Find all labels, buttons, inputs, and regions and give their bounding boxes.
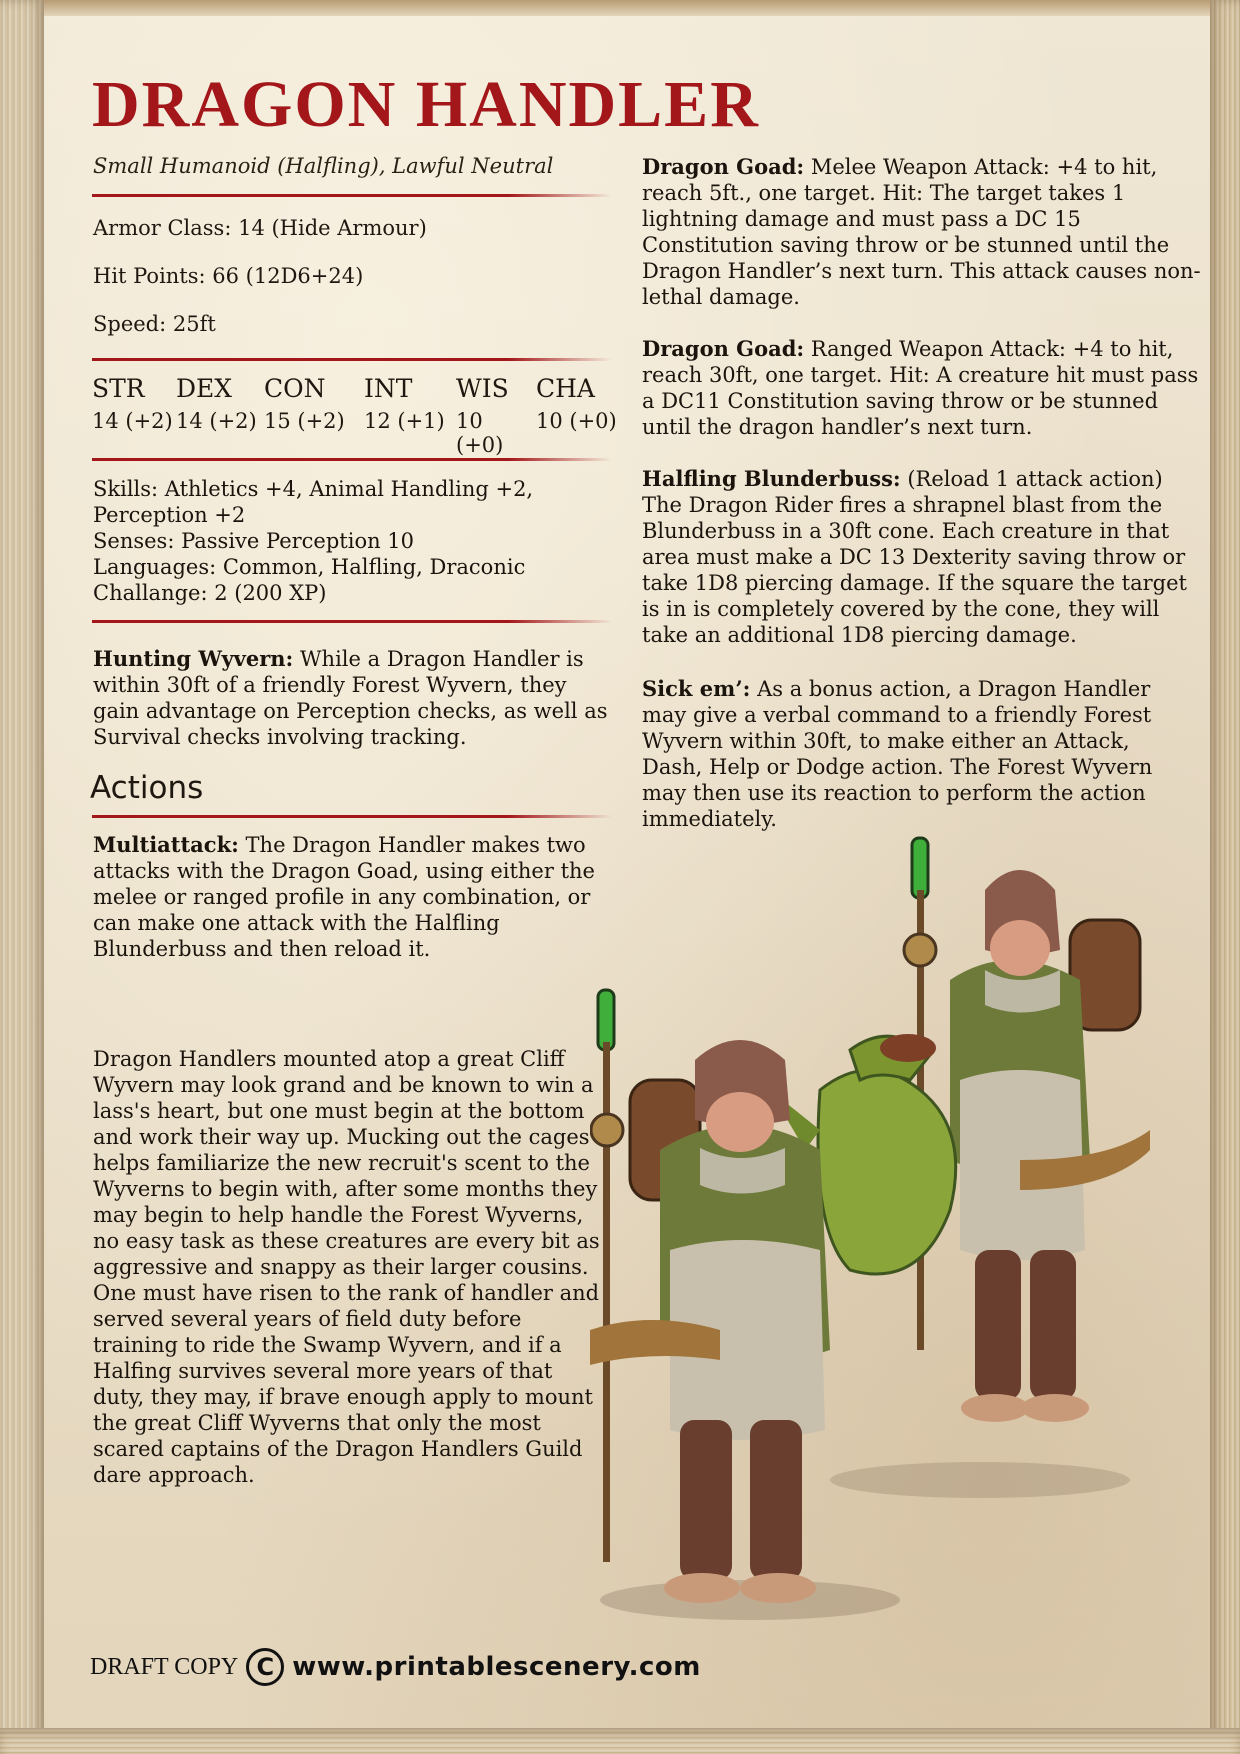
ability-scores [92, 374, 622, 457]
page-left-edge [0, 0, 44, 1754]
skills-continued: Perception +2 [93, 503, 246, 527]
page-title: DRAGON HANDLER [92, 68, 760, 141]
hit-points: Hit Points: 66 (12D6+24) [93, 264, 364, 288]
page-bottom-edge [0, 1728, 1240, 1754]
lore-text: Dragon Handlers mounted atop a great Cliff Wyvern may look grand and be known to win a lass's heart, but one must begin at the bottom and work their way up. Mucking out the cages helps familiarize the new recruit's scent to the Wyverns to begin with, after some months they may begin to help handle the Forest Wyverns, no easy task as these creatures are every bit as aggressive and snappy as their larger cousins. One must have risen to the rank of handler and served several years of field duty before training to ride the Swamp Wyvern, and if a Halfing survives several more years of that duty, they may, if brave enough apply to mount the great Cliff Wyverns that only the most scared captains of the Dragon Handlers Guild dare approach. [93, 1047, 600, 1487]
action-sick-em [642, 676, 1182, 832]
ability-name: STR [92, 374, 145, 403]
armor-class: Armor Class: 14 (Hide Armour) [93, 216, 427, 240]
draft-copy-label: DRAFT COPY [90, 1653, 239, 1680]
ability-value: 14 (+2) [176, 409, 257, 433]
copyright-icon: C [246, 1648, 284, 1686]
speed: Speed: 25ft [93, 312, 216, 336]
action-label: Dragon Goad: [642, 336, 805, 361]
footer [90, 1648, 701, 1686]
divider [92, 358, 612, 361]
action-label: Halfling Blunderbuss: [642, 466, 901, 491]
action-text: (Reload 1 attack action) The Dragon Rider fires a shrapnel blast from the Blunderbuss in a 30ft cone. Each creature in that area must make a DC 13 Dexterity saving throw or take 1D8 piercing damage. If the square the target is in is completely covered by the cone, they will take an additional 1D8 piercing damage. [642, 467, 1187, 647]
ability-name: INT [364, 374, 413, 403]
challenge: Challange: 2 (200 XP) [93, 581, 327, 605]
page-top-edge [0, 0, 1240, 16]
trait-text: While a Dragon Handler is within 30ft of a friendly Forest Wyvern, they gain advantage on Perception checks, as well as Survival checks involving tracking. [93, 647, 608, 749]
ability-name: CON [264, 374, 326, 403]
dragon-handler-illustration [590, 830, 1220, 1630]
action-text: Ranged Weapon Attack: +4 to hit, reach 30ft, one target. Hit: A creature hit must pass a DC11 Constitution saving throw or be stunned until the dragon handler’s next turn. [642, 337, 1199, 439]
website-link[interactable]: www.printablescenery.com [292, 1652, 701, 1682]
divider [92, 815, 612, 818]
languages: Languages: Common, Halfling, Draconic [93, 555, 526, 579]
action-label: Multiattack: [93, 832, 239, 857]
actions-heading: Actions [90, 770, 204, 806]
ability-value: 10 (+0) [456, 409, 504, 457]
ability-name: CHA [536, 374, 595, 403]
action-text: The Dragon Handler makes two attacks with the Dragon Goad, using either the melee or ranged profile in any combination, or can make one attack with the Halfling Blunderbuss and then reload it. [93, 833, 595, 961]
senses: Senses: Passive Perception 10 [93, 529, 415, 553]
ability-value: 12 (+1) [364, 409, 445, 433]
ability-name: DEX [176, 374, 233, 403]
action-label: Sick em’: [642, 676, 751, 701]
ability-value: 10 (+0) [536, 409, 617, 433]
divider [92, 194, 612, 197]
action-dragon-goad-melee [642, 154, 1202, 310]
action-halfling-blunderbuss [642, 466, 1202, 648]
action-text: Melee Weapon Attack: +4 to hit, reach 5ft., one target. Hit: The target takes 1 lightning damage and must pass a DC 15 Constitution saving throw or be stunned until the Dragon Handler’s next turn. This attack causes non-lethal damage. [642, 155, 1201, 309]
action-multiattack [93, 832, 623, 962]
divider [92, 620, 612, 623]
ability-value: 15 (+2) [264, 409, 345, 433]
trait-label: Hunting Wyvern: [93, 646, 294, 671]
divider [92, 458, 612, 461]
ability-name: WIS [456, 374, 509, 403]
action-text: As a bonus action, a Dragon Handler may give a verbal command to a friendly Forest Wyvern within 30ft, to make either an Attack, Dash, Help or Dodge action. The Forest Wyvern may then use its reaction to perform the action immediately. [642, 677, 1153, 831]
skills: Skills: Athletics +4, Animal Handling +2, [93, 477, 534, 501]
ability-value: 14 (+2) [92, 409, 173, 433]
creature-type: Small Humanoid (Halfling), Lawful Neutral [93, 154, 554, 178]
details [93, 476, 623, 606]
action-dragon-goad-ranged [642, 336, 1202, 440]
trait-hunting-wyvern [93, 646, 613, 750]
action-label: Dragon Goad: [642, 154, 805, 179]
